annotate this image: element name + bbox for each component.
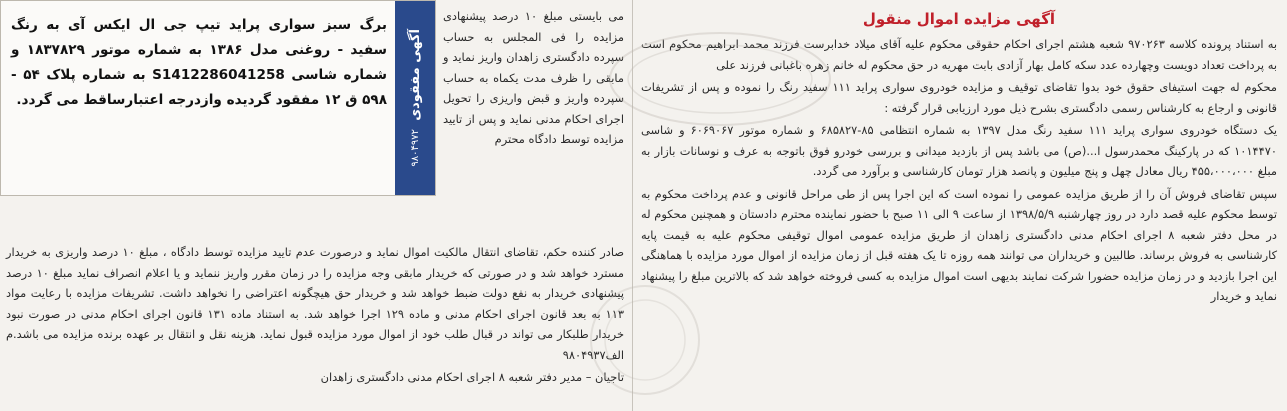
auction-paragraph: یک دستگاه خودروی سواری پراید ۱۱۱ سفید رنگ مدل ۱۳۹۷ به شماره انتظامی ۸۵-۶۸۵۸۲۷ و شماره موتور ۶۰۶۹۰۶۷ و شاسی ۱۰۱۴۴۷۰ که در پارکینگ محمدرسول ا...(ص) می باشد پس از بازدید میدانی و بررسی خودرو فوق باتوجه به عرف و نوسانات بازار به مبلغ ۴۵۵،۰۰۰،۰۰۰ ریال معادل چهل و پنج میلیون و پانصد هزار تومان کارشناسی و برآورد می گردد.: [641, 123, 1277, 178]
bottom-text: صادر کننده حکم، تقاضای انتقال مالکیت اموال نماید و درصورت عدم تایید مزایده توسط دادگاه ، مبلغ ۱۰ درصد واریزی به خریدار مسترد خواهد شد و در صورتی که خریدار مابقی وجه مزایده را در زمان مقرر واریز ننماید و یا اعلام انصراف نماید مبلغ ۱۰ درصد پیشنهادی خریدار به نفع دولت ضبط خواهد شد و خریدار حق هیچگونه اعتراضی را نخواهد داشت. تشریفات مزایده با رعایت مواد ۱۱۳ به بعد قانون اجرای احکام مدنی و ماده ۱۲۹ اجرا خواهد شد. به استناد ماده ۱۳۱ قانون اجرای احکام مدنی در صورت نبود خریدار طلبکار می تواند در قبال طلب خود از اموال مورد مزایده قبول نماید. هزینه نقل و انتقال بر عهده برنده مزایده می باشد.م الف۹۸۰۴۹۳۷: [6, 245, 624, 362]
auction-paragraph: سپس تقاضای فروش آن را از طریق مزایده عمومی را نموده است که این اجرا پس از طی مراحل قانونی و عدم پرداخت محکوم به توسط محکوم علیه قصد دارد در روز چهارشنبه ۱۳۹۸/۵/۹ از ساعت ۹ الی ۱۱ صبح با حضور نماینده محترم دادستان و همچنین محکوم له در محل دفتر شعبه ۸ اجرای احکام مدنی دادگستری زاهدان از طریق مزایده عمومی اموال توقیفی محکوم علیه به قیمت پایه کارشناسی به فروش برساند. طالبین و خریداران می توانند همه روزه تا یک هفته قبل از زمان مزایده از اموال مورد مزایده با هماهنگی این اجرا بازدید و در زمان مزایده حضورا شرکت نمایند بدیهی است اموال مزایده به کسی فروخته خواهد شد که بالاترین مبلغ را پیشنهاد نماید و خریدار: [641, 186, 1277, 303]
auction-paragraph: محکوم له جهت استیفای حقوق خود بدوا تقاضای توقیف و مزایده خودروی سواری پراید ۱۱۱ سفید رنگ را نموده و پس از تشریفات قانونی و ارجاع به کارشناس رسمی دادگستری بشرح ذیل مورد ارزیابی قرار گرفته :: [641, 80, 1277, 115]
auction-title: آگهی مزایده اموال منقول: [862, 10, 1056, 28]
signature-line: تاجیان – مدیر دفتر شعبه ۸ اجرای احکام مدنی دادگستری زاهدان: [320, 370, 624, 384]
lost-notice-text: برگ سبز سواری پراید تیپ جی ال ایکس آی به رنگ سفید - روغنی مدل ۱۳۸۶ به شماره موتور ۱۸۳۷۸۲۹ و شماره شاسی S1412286041258 به شماره پلاک ۵۴ - ۵۹۸ ق ۱۲ مفقود گردیده وازدرجه اعتبارساقط می گردد.: [11, 17, 387, 108]
lost-notice-code: ۹۸۰۴۹۷۲: [409, 129, 421, 167]
lost-notice-side-banner: [395, 1, 435, 195]
auction-continuation-column: [437, 0, 632, 240]
auction-bottom-block: [0, 242, 632, 411]
lost-notice-label: آگهی مفقودی: [407, 29, 423, 122]
auction-notice: [632, 0, 1287, 411]
continuation-text: می بایستی مبلغ ۱۰ درصد پیشنهادی مزایده را فی المجلس به حساب سپرده دادگستری زاهدان واریز نماید و مابقی را ظرف مدت یکماه به حساب سپرده واریز و قبض واریزی را تحویل اجرای احکام مدنی نماید و پس از تایید مزایده توسط دادگاه محترم: [443, 9, 625, 146]
lost-notice-box: [0, 0, 436, 196]
auction-paragraph: به استناد پرونده کلاسه ۹۷۰۲۶۳ شعبه هشتم اجرای احکام حقوقی محکوم علیه آقای میلاد خدابرست فرزند محمد ابراهیم محکوم است به پرداخت تعداد دویست وچهارده عدد سکه کامل بهار آزادی بابت مهریه در حق محکوم له خانم زهره باغبانی فرزند علی: [641, 37, 1277, 72]
